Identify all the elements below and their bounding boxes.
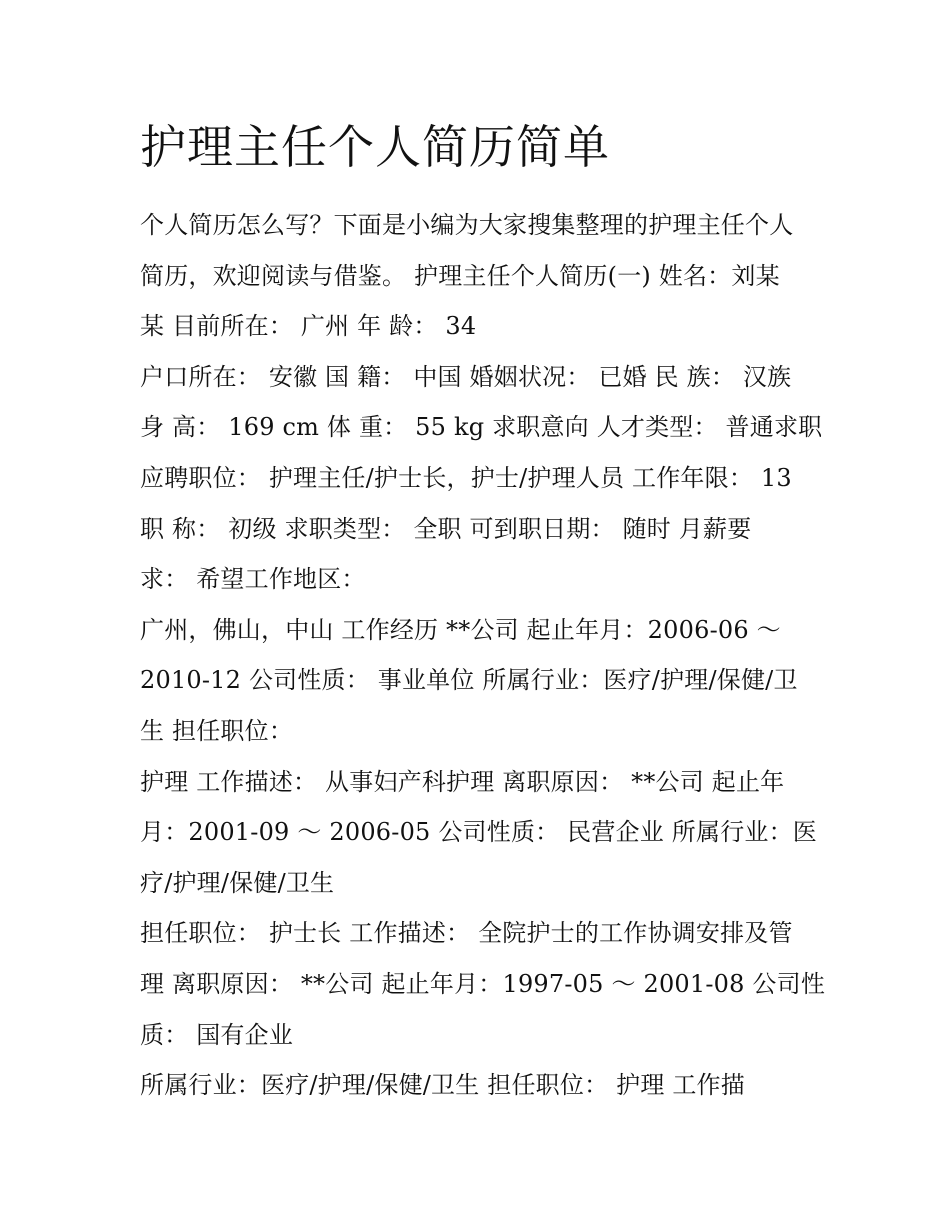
text-line: 个人简历怎么写？下面是小编为大家搜集整理的护理主任个人 <box>140 211 794 239</box>
paragraph-work-experience-2 <box>140 757 820 909</box>
text-line: 求： 希望工作地区： <box>140 565 366 594</box>
document-title: 护理主任个人简历简单 <box>140 120 610 174</box>
text-line: 生 担任职位： <box>140 716 294 745</box>
text-line: 担任职位： 护士长 工作描述： 全院护士的工作协调安排及管 <box>140 919 793 948</box>
text-line: 质： 国有企业 <box>140 1020 294 1049</box>
text-line: 简历，欢迎阅读与借鉴。 护理主任个人简历(一) 姓名：刘某 <box>140 261 780 290</box>
paragraph-work-experience-1 <box>140 605 820 757</box>
text-line: 应聘职位： 护理主任/护士长，护士/护理人员 工作年限： 13 <box>140 463 792 492</box>
paragraph-basic-info <box>140 352 823 605</box>
text-line: 所属行业：医疗/护理/保健/卫生 担任职位： 护理 工作描 <box>140 1071 745 1100</box>
paragraph-work-experience-4 <box>140 1060 820 1111</box>
text-line: 理 离职原因： **公司 起止年月：1997-05 ～ 2001-08 公司性 <box>140 969 826 998</box>
text-line: 月：2001-09 ～ 2006-05 公司性质： 民营企业 所属行业：医 <box>140 818 817 847</box>
text-line: 护理 工作描述： 从事妇产科护理 离职原因： **公司 起止年 <box>140 767 785 796</box>
document-content <box>140 112 826 1111</box>
text-line: 身 高： 169 cm 体 重： 55 kg 求职意向 人才类型： 普通求职 <box>140 413 823 442</box>
text-line: 广州，佛山，中山 工作经历 **公司 起止年月：2006-06 ～ <box>140 615 781 644</box>
text-line: 户口所在： 安徽 国 籍： 中国 婚姻状况： 已婚 民 族： 汉族 <box>140 362 792 391</box>
text-line: 职 称： 初级 求职类型： 全职 可到职日期： 随时 月薪要 <box>140 514 752 543</box>
text-line: 疗/护理/保健/卫生 <box>140 868 335 897</box>
text-line: 某 目前所在： 广州 年 龄： 34 <box>140 312 477 341</box>
paragraph-work-experience-3 <box>140 908 826 1060</box>
paragraph-intro <box>140 200 820 352</box>
text-line: 2010-12 公司性质： 事业单位 所属行业：医疗/护理/保健/卫 <box>140 666 798 695</box>
